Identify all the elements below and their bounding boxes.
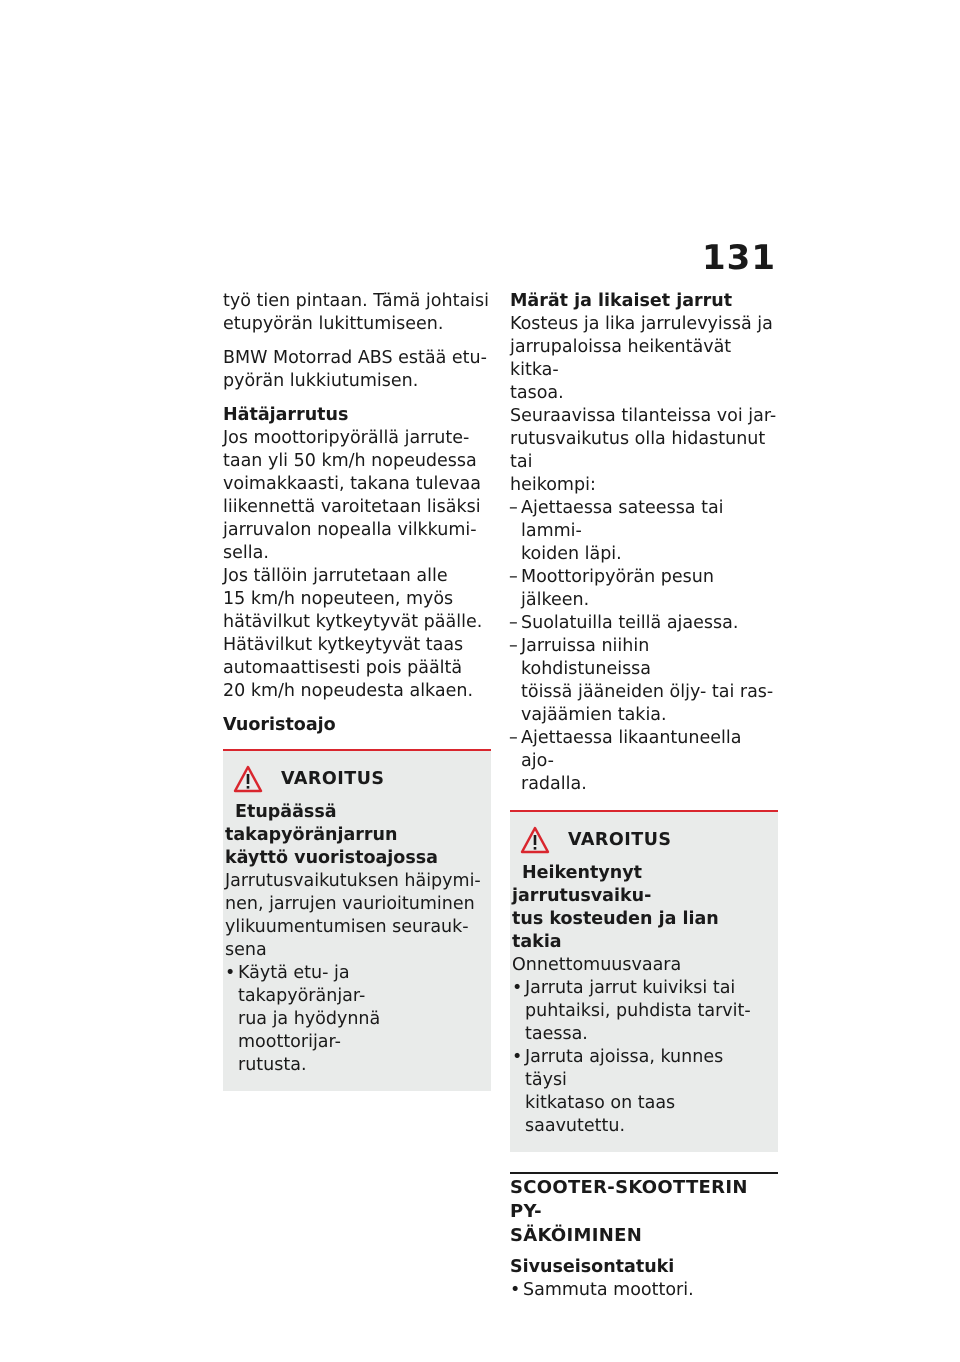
warning-header bbox=[225, 765, 481, 793]
paragraph-emergency-2: Jos tällöin jarrutetaan alle 15 km/h nopeuteen, myös hätävilkut kytkeytyvät päälle. bbox=[223, 566, 483, 632]
page-number: 131 bbox=[702, 238, 776, 278]
list-item: – Moottoripyörän pesun jälkeen. bbox=[510, 566, 778, 612]
paragraph-wet-2: Seuraavissa tilanteissa voi jar- rutusvaikutus olla hidastunut tai heikompi: bbox=[510, 406, 777, 495]
paragraph-abs-intro: työ tien pintaan. Tämä johtaisi etupyörän lukittumiseen. bbox=[223, 291, 490, 334]
right-column bbox=[510, 290, 778, 1302]
warning-body: Onnettomuusvaara bbox=[512, 955, 682, 975]
list-item: – Ajettaessa likaantuneella ajo- radalla. bbox=[510, 727, 778, 796]
warning-title: Etupäässä takapyöränjarrun käyttö vuoristoajossa bbox=[225, 802, 438, 868]
warning-triangle-icon bbox=[520, 826, 550, 854]
heading-side-stand: Sivuseisontatuki bbox=[510, 1257, 675, 1277]
warning-label: VAROITUS bbox=[281, 769, 385, 789]
paragraph-wet-1: Kosteus ja lika jarrulevyissä ja jarrupaloissa heikentävät kitka- tasoa. bbox=[510, 314, 773, 403]
list-item: – Ajettaessa sateessa tai lammi- koiden läpi. bbox=[510, 497, 778, 566]
warning-header bbox=[512, 826, 768, 854]
warning-body: Jarrutusvaikutuksen häipymi- nen, jarrujen vaurioituminen ylikuumentumisen seurauk- sena bbox=[225, 871, 481, 960]
warning-triangle-icon bbox=[233, 765, 263, 793]
list-item: – Jarruissa niihin kohdistuneissa töissä jääneiden öljy- tai ras- vajäämien takia. bbox=[510, 635, 778, 727]
warning-bullets bbox=[512, 977, 768, 1138]
list-item: – Suolatuilla teillä ajaessa. bbox=[510, 612, 778, 635]
paragraph-abs: BMW Motorrad ABS estää etu- pyörän lukkiutumisen. bbox=[223, 348, 487, 391]
warning-label: VAROITUS bbox=[568, 830, 672, 850]
list-item: • Jarruta jarrut kuiviksi tai puhtaiksi, puhdista tarvit- taessa. bbox=[512, 977, 768, 1046]
left-column bbox=[223, 290, 491, 1091]
warning-title: Heikentynyt jarrutusvaiku- tus kosteuden ja lian takia bbox=[512, 863, 719, 952]
list-item: • Sammuta moottori. bbox=[510, 1279, 778, 1302]
heading-mountain-riding: Vuoristoajo bbox=[223, 715, 336, 735]
warning-bullets bbox=[225, 962, 481, 1077]
paragraph-emergency-1: Jos moottoripyörällä jarrute- taan yli 50 km/h nopeudessa voimakkaasti, takana tulevaa liikennettä varoitetaan lisäksi jarruvalon nopealla vilkkumi- sella. bbox=[223, 428, 481, 563]
heading-emergency-braking: Hätäjarrutus bbox=[223, 405, 349, 425]
section-title-scooter-parking: SCOOTER-SKOOTTERIN PY- SÄKÖIMINEN bbox=[510, 1172, 778, 1248]
paragraph-emergency-3: Hätävilkut kytkeytyvät taas automaattisesti pois päältä 20 km/h nopeudesta alkaen. bbox=[223, 635, 474, 701]
heading-wet-brakes: Märät ja likaiset jarrut bbox=[510, 291, 733, 311]
dash-list bbox=[510, 497, 778, 796]
list-item: • Käytä etu- ja takapyöränjar- rua ja hyödynnä moottorijar- rutusta. bbox=[225, 962, 481, 1077]
warning-box-wet bbox=[510, 810, 778, 1152]
warning-box-mountain bbox=[223, 749, 491, 1091]
list-item: • Jarruta ajoissa, kunnes täysi kitkataso on taas saavutettu. bbox=[512, 1046, 768, 1138]
side-stand-bullets bbox=[510, 1279, 778, 1302]
